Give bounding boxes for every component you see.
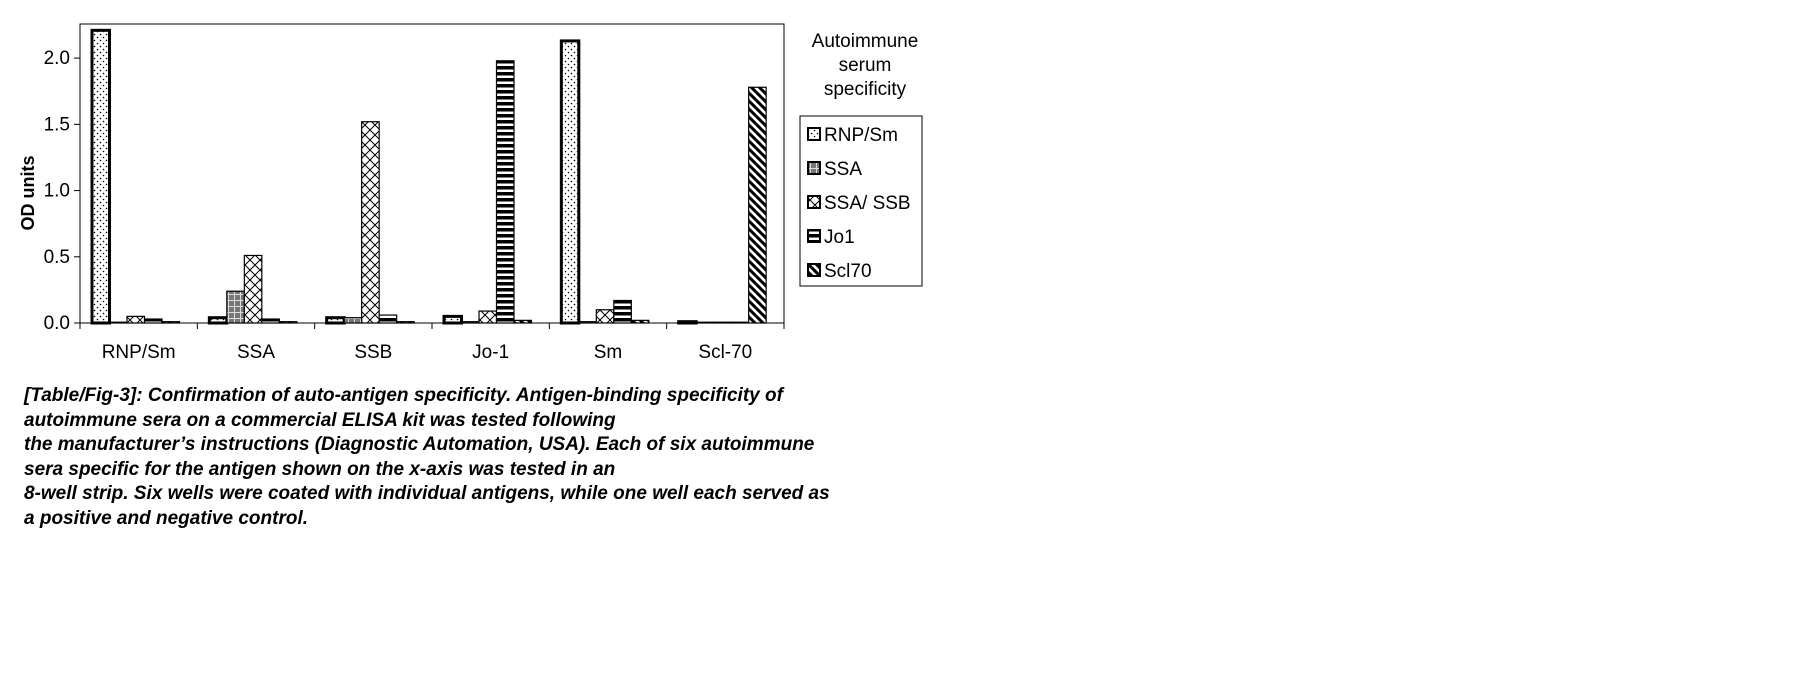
bar-scl70-ssb xyxy=(397,322,415,323)
legend-title xyxy=(790,30,940,102)
bar-rnp-sm-sm xyxy=(561,41,579,323)
legend-label: SSA xyxy=(824,159,863,180)
legend-swatch xyxy=(808,162,820,174)
x-tick-label: Scl-70 xyxy=(698,342,753,363)
bar-ssa-ssb-rnp-sm xyxy=(127,316,145,323)
y-axis-label: OD units xyxy=(18,155,38,231)
bar-rnp-sm-ssb xyxy=(327,318,345,323)
caption-line: the manufacturer’s instructions (Diagnostic Automation, USA). Each of six autoimmune xyxy=(24,434,815,455)
bar-scl70-ssa xyxy=(279,322,297,323)
bar-ssa-ssb xyxy=(344,318,362,323)
legend-label: SSA/ SSB xyxy=(824,193,911,214)
legend-title-line: specificity xyxy=(823,79,907,100)
x-tick-label: RNP/Sm xyxy=(101,342,176,363)
legend-swatch xyxy=(808,128,820,140)
x-tick-label: Sm xyxy=(593,342,623,363)
x-tick-label: SSA xyxy=(236,342,276,363)
legend-label: RNP/Sm xyxy=(824,125,898,146)
bar-ssa-ssb-ssb xyxy=(362,122,380,323)
bar-scl70-jo-1 xyxy=(514,320,532,323)
bar-jo1-scl-70 xyxy=(731,322,749,323)
caption-line: [Table/Fig-3]: Confirmation of auto-antigen specificity. Antigen-binding specificity of xyxy=(24,385,783,406)
legend-swatch xyxy=(808,264,820,276)
caption-line: 8-well strip. Six wells were coated with individual antigens, while one well each served as xyxy=(24,483,830,504)
bar-jo1-ssb xyxy=(379,315,397,323)
legend-swatch xyxy=(808,230,820,242)
bar-jo1-rnp-sm xyxy=(145,319,163,323)
legend-swatch xyxy=(808,196,820,208)
bar-ssa-ssb-scl-70 xyxy=(714,322,732,323)
legend-label: Scl70 xyxy=(824,261,872,282)
caption-line: autoimmune sera on a commercial ELISA kit was tested following xyxy=(24,409,616,431)
plot-area xyxy=(80,24,784,323)
bar-rnp-sm-ssa xyxy=(209,318,227,323)
bar-scl70-sm xyxy=(631,320,649,323)
bar-ssa-ssb-sm xyxy=(596,310,614,323)
bar-scl70-scl-70 xyxy=(749,87,767,323)
bar-rnp-sm-scl-70 xyxy=(679,322,697,323)
bar-ssa-scl-70 xyxy=(696,322,714,323)
bar-ssa-sm xyxy=(579,322,597,323)
bar-jo1-jo-1 xyxy=(497,61,515,323)
y-tick-label: 0.5 xyxy=(43,246,70,268)
bar-ssa-ssa xyxy=(227,291,245,323)
y-tick-label: 0.0 xyxy=(43,313,70,334)
y-tick-label: 1.0 xyxy=(43,180,70,202)
y-tick-label: 2.0 xyxy=(43,48,70,70)
bar-rnp-sm-rnp-sm xyxy=(92,30,110,323)
bar-ssa-rnp-sm xyxy=(110,322,128,323)
y-tick-label: 1.5 xyxy=(43,114,70,136)
bar-scl70-rnp-sm xyxy=(162,322,180,323)
bar-jo1-ssa xyxy=(262,319,280,323)
legend-title-line: serum xyxy=(838,55,892,76)
bar-jo1-sm xyxy=(614,300,632,323)
bar-ssa-jo-1 xyxy=(462,322,480,323)
bar-ssa-ssb-ssa xyxy=(244,255,261,323)
legend-label: Jo1 xyxy=(824,227,855,248)
legend-title-line: Autoimmune xyxy=(811,31,919,52)
x-tick-label: SSB xyxy=(354,342,393,363)
caption-line: sera specific for the antigen shown on the x-axis was tested in an xyxy=(24,458,616,480)
figure-caption xyxy=(24,384,984,531)
caption-line: a positive and negative control. xyxy=(24,507,309,529)
bar-rnp-sm-jo-1 xyxy=(444,316,462,323)
bar-ssa-ssb-jo-1 xyxy=(479,311,497,323)
x-tick-label: Jo-1 xyxy=(472,342,510,363)
